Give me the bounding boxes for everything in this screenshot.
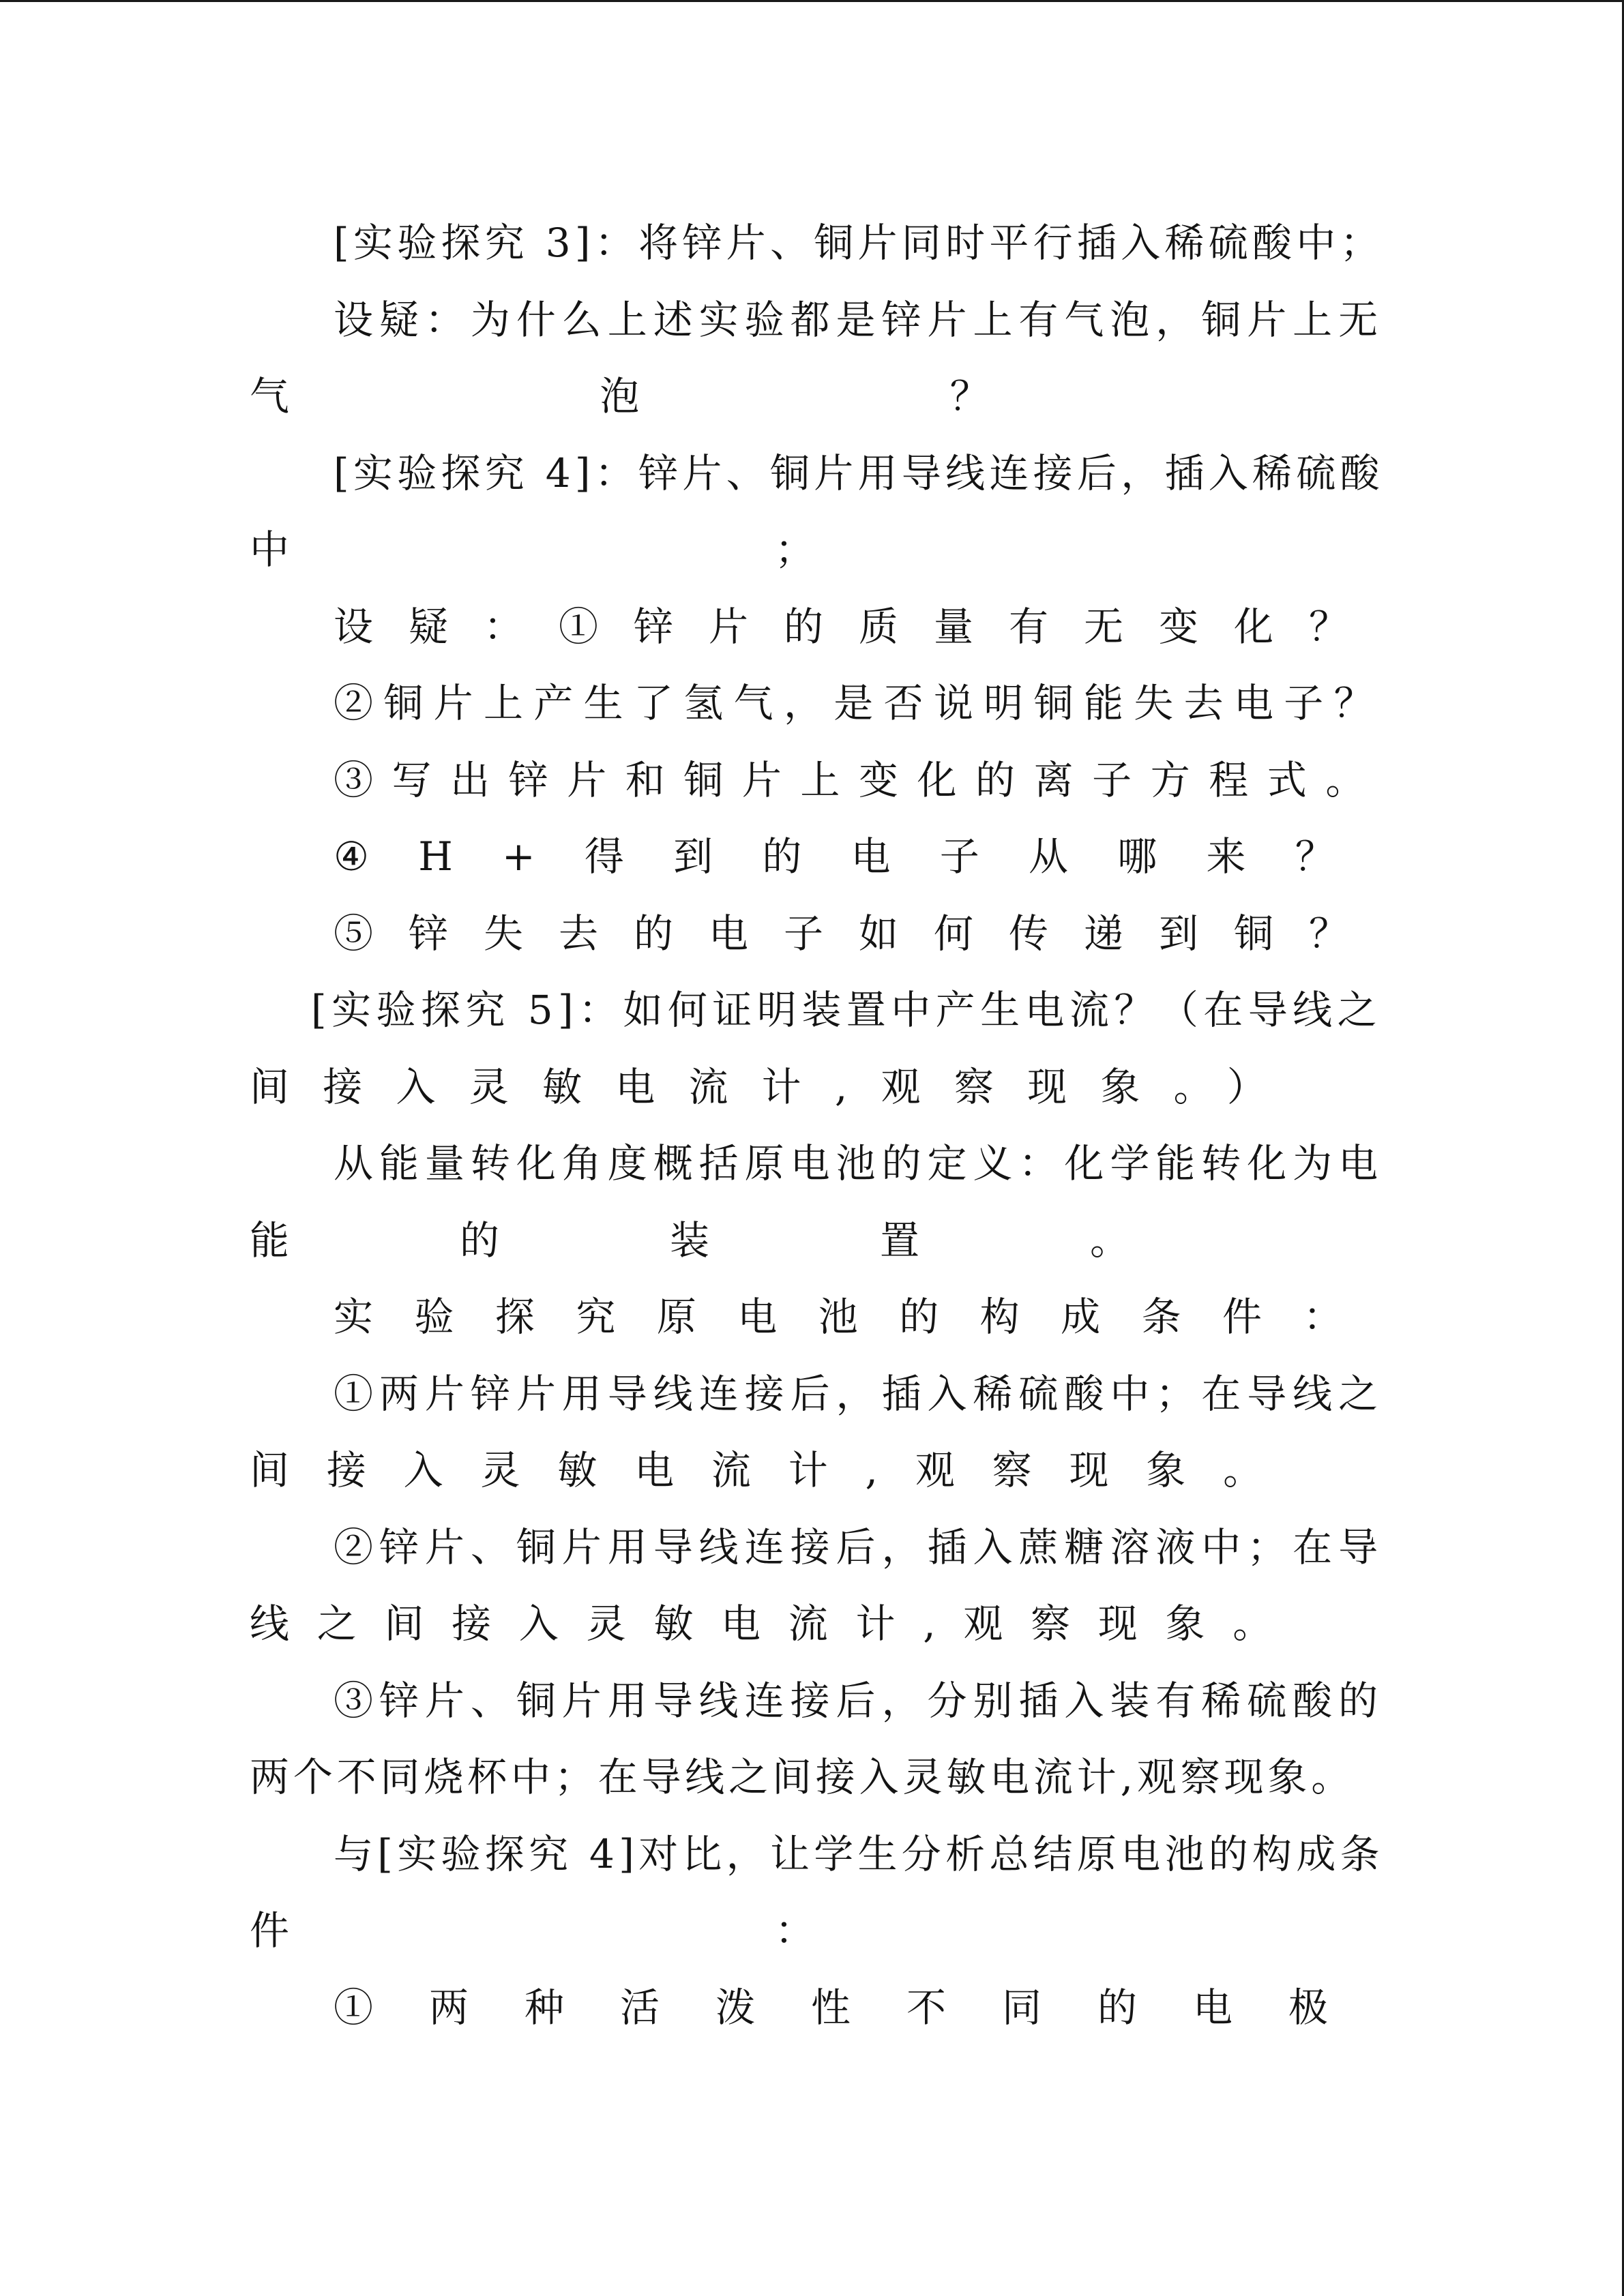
text-line: 件： (250, 1907, 1300, 1954)
text-line: ②锌片、铜片用导线连接后，插入蔗糖溶液中；在导 (334, 1524, 1385, 1570)
text-line: 间接入灵敏电流计,观察现象。 (250, 1447, 1300, 1493)
text-line: 设疑：①锌片的质量有无变化？ (334, 603, 1385, 650)
text-line: 线之间接入灵敏电流计,观察现象。 (250, 1600, 1300, 1647)
text-line: ⑤锌失去的电子如何传递到铜？ (334, 910, 1385, 957)
text-line: 两个不同烧杯中；在导线之间接入灵敏电流计,观察现象。 (250, 1754, 1355, 1800)
text-line: [实验探究 4]：锌片、铜片用导线连接后，插入稀硫酸 (334, 450, 1384, 496)
text-line: ①两种活泼性不同的电极 (334, 1984, 1385, 2031)
text-line: 能的装置。 (250, 1217, 1301, 1264)
text-line: 从能量转化角度概括原电池的定义：化学能转化为电 (334, 1140, 1385, 1187)
text-line: [实验探究 5]：如何证明装置中产生电流？（在导线之 (311, 987, 1383, 1033)
text-line: ③锌片、铜片用导线连接后，分别插入装有稀硫酸的 (334, 1678, 1385, 1724)
page-edge-top (0, 0, 1624, 2)
text-line: 中； (250, 526, 1300, 573)
text-line: 设疑：为什么上述实验都是锌片上有气泡，铜片上无 (334, 297, 1385, 343)
text-line: 与[实验探究 4]对比，让学生分析总结原电池的构成条 (334, 1831, 1384, 1877)
text-line: 实验探究原电池的构成条件： (334, 1294, 1384, 1340)
text-line: 间接入灵敏电流计,观察现象。） (250, 1064, 1301, 1110)
text-line: ①两片锌片用导线连接后，插入稀硫酸中；在导线之 (334, 1371, 1385, 1417)
text-line: 气泡？ (250, 373, 1300, 419)
text-line: ③写出锌片和铜片上变化的离子方程式。 (334, 757, 1384, 803)
text-line: ②铜片上产生了氢气，是否说明铜能失去电子？ (334, 680, 1384, 726)
text-line: [实验探究 3]：将锌片、铜片同时平行插入稀硫酸中； (334, 220, 1384, 266)
text-line: ④H+得到的电子从哪来？ (334, 833, 1384, 880)
